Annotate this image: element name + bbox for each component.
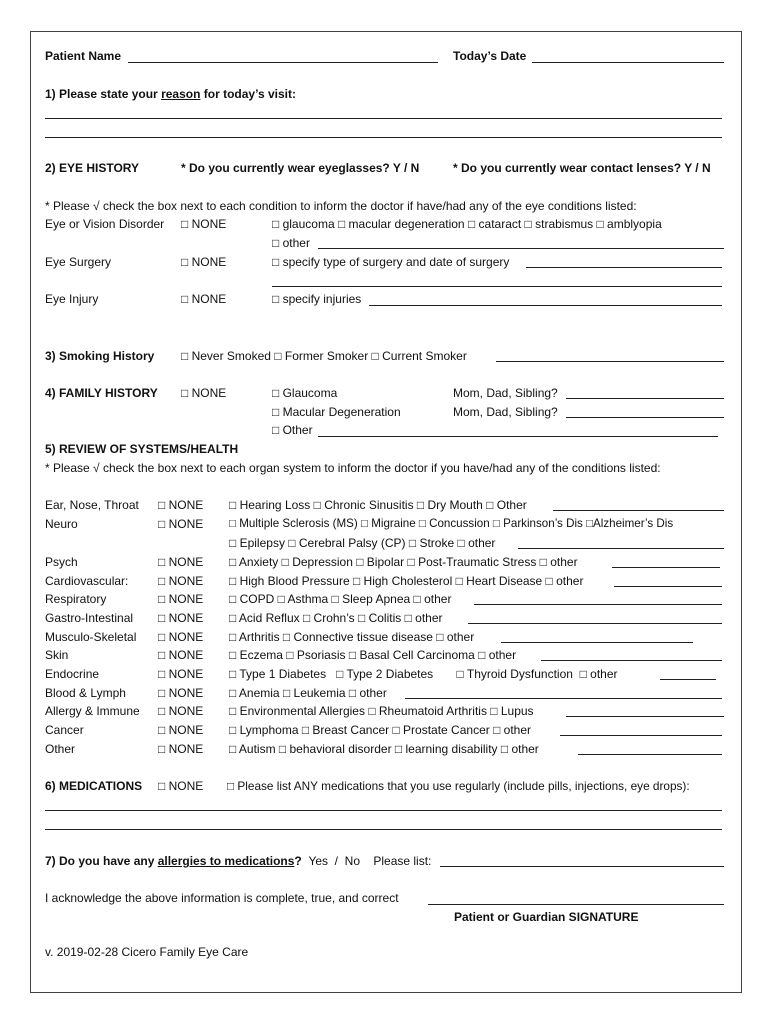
ros-musculo-other-field[interactable] — [501, 642, 693, 643]
eye-history-instruction: * Please √ check the box next to each condition to inform the doctor if have/had any of the eye conditions listed: — [45, 199, 637, 213]
eye-surgery-specify-checkbox[interactable]: □ specify type of surgery and date of surgery — [272, 255, 510, 269]
ros-label-musculo: Musculo-Skeletal — [45, 630, 137, 644]
ros-none-skin[interactable]: □ NONE — [158, 648, 204, 662]
eye-disorder-none-checkbox[interactable]: □ NONE — [181, 217, 227, 231]
ros-conditions-cancer[interactable]: □ Lymphoma □ Breast Cancer □ Prostate Cancer □ other — [229, 723, 532, 737]
allergies-list-field[interactable] — [440, 866, 724, 867]
ros-conditions-ent[interactable]: □ Hearing Loss □ Chronic Sinusitis □ Dry Mouth □ Other — [229, 498, 527, 512]
ros-cancer-other-field[interactable] — [560, 735, 722, 736]
eye-disorder-options[interactable]: □ glaucoma □ macular degeneration □ cataract □ strabismus □ amblyopia — [272, 217, 662, 231]
ros-conditions-gi[interactable]: □ Acid Reflux □ Crohn’s □ Colitis □ other — [229, 611, 443, 625]
ros-label-skin: Skin — [45, 648, 69, 662]
medications-instruction[interactable]: □ Please list ANY medications that you use regularly (include pills, injections, eye drops): — [227, 779, 690, 793]
patient-name-field[interactable] — [128, 62, 438, 63]
medications-title: 6) MEDICATIONS — [45, 779, 143, 793]
family-other-checkbox[interactable]: □ Other — [272, 423, 313, 437]
family-glaucoma-checkbox[interactable]: □ Glaucoma — [272, 386, 338, 400]
ros-conditions-blood[interactable]: □ Anemia □ Leukemia □ other — [229, 686, 387, 700]
medications-line-1[interactable] — [45, 810, 722, 811]
family-macular-relation: Mom, Dad, Sibling? — [453, 405, 558, 419]
allergies-prefix: 7) Do you have any — [45, 854, 158, 868]
allergies-emphasis: allergies to medications — [157, 854, 295, 868]
smoking-options[interactable]: □ Never Smoked □ Former Smoker □ Current Smoker — [181, 349, 467, 363]
signature-label: Patient or Guardian SIGNATURE — [454, 910, 639, 924]
ros-conditions-neuro-2[interactable]: □ Epilepsy □ Cerebral Palsy (CP) □ Stroke □ other — [229, 536, 496, 550]
eye-surgery-field[interactable] — [526, 267, 722, 268]
ros-label-endocrine: Endocrine — [45, 667, 100, 681]
eye-injury-specify-checkbox[interactable]: □ specify injuries — [272, 292, 362, 306]
allergies-options[interactable]: Yes / No Please list: — [308, 854, 432, 868]
ros-label-other: Other — [45, 742, 76, 756]
ros-conditions-neuro[interactable]: □ Multiple Sclerosis (MS) □ Migraine □ Concussion □ Parkinson’s Dis □Alzheimer’s Dis — [229, 517, 674, 530]
eye-disorder-label: Eye or Vision Disorder — [45, 217, 165, 231]
medications-none-checkbox[interactable]: □ NONE — [158, 779, 204, 793]
ros-label-blood: Blood & Lymph — [45, 686, 126, 700]
eye-surgery-field-2[interactable] — [272, 286, 722, 287]
ros-ent-other-field[interactable] — [553, 510, 724, 511]
ros-label-psych: Psych — [45, 555, 78, 569]
eye-injury-none-checkbox[interactable]: □ NONE — [181, 292, 227, 306]
form-border — [30, 31, 742, 993]
ros-none-cancer[interactable]: □ NONE — [158, 723, 204, 737]
ros-conditions-cardio[interactable]: □ High Blood Pressure □ High Cholesterol □ Heart Disease □ other — [229, 574, 584, 588]
ros-endocrine-other-field[interactable] — [660, 679, 716, 680]
ros-none-allergy[interactable]: □ NONE — [158, 704, 204, 718]
ros-label-cancer: Cancer — [45, 723, 84, 737]
ros-neuro-other-field[interactable] — [518, 548, 724, 549]
reason-emphasis: reason — [161, 87, 201, 101]
ros-other-other-field[interactable] — [578, 754, 722, 755]
ros-none-cardio[interactable]: □ NONE — [158, 574, 204, 588]
family-macular-checkbox[interactable]: □ Macular Degeneration — [272, 405, 401, 419]
acknowledgement-text: I acknowledge the above information is complete, true, and correct — [45, 891, 399, 905]
family-macular-field[interactable] — [566, 417, 724, 418]
smoking-history-title: 3) Smoking History — [45, 349, 155, 363]
eye-injury-label: Eye Injury — [45, 292, 99, 306]
reason-prefix: 1) Please state your — [45, 87, 162, 101]
ros-none-blood[interactable]: □ NONE — [158, 686, 204, 700]
ros-label-cardio: Cardiovascular: — [45, 574, 129, 588]
ros-none-neuro[interactable]: □ NONE — [158, 517, 204, 531]
ros-label-gi: Gastro-Intestinal — [45, 611, 134, 625]
ros-conditions-musculo[interactable]: □ Arthritis □ Connective tissue disease □ other — [229, 630, 475, 644]
todays-date-field[interactable] — [532, 62, 724, 63]
eyeglasses-question[interactable]: * Do you currently wear eyeglasses? Y / N — [181, 161, 420, 175]
contact-lenses-question[interactable]: * Do you currently wear contact lenses? Y / N — [453, 161, 711, 175]
ros-conditions-endocrine[interactable]: □ Type 1 Diabetes □ Type 2 Diabetes □ Thyroid Dysfunction □ other — [229, 667, 618, 681]
eye-injury-field[interactable] — [369, 305, 722, 306]
family-other-field[interactable] — [318, 436, 718, 437]
ros-none-musculo[interactable]: □ NONE — [158, 630, 204, 644]
ros-conditions-psych[interactable]: □ Anxiety □ Depression □ Bipolar □ Post-Traumatic Stress □ other — [229, 555, 578, 569]
ros-conditions-skin[interactable]: □ Eczema □ Psoriasis □ Basal Cell Carcinoma □ other — [229, 648, 517, 662]
ros-cardio-other-field[interactable] — [614, 586, 722, 587]
ros-label-neuro: Neuro — [45, 517, 78, 531]
review-of-systems-title: 5) REVIEW OF SYSTEMS/HEALTH — [45, 442, 239, 456]
ros-gi-other-field[interactable] — [468, 623, 722, 624]
medications-line-2[interactable] — [45, 829, 722, 830]
family-glaucoma-relation: Mom, Dad, Sibling? — [453, 386, 558, 400]
current-smoker-field[interactable] — [496, 361, 724, 362]
allergies-suffix: ? — [294, 854, 302, 868]
family-history-none-checkbox[interactable]: □ NONE — [181, 386, 227, 400]
ros-skin-other-field[interactable] — [541, 660, 722, 661]
ros-respiratory-other-field[interactable] — [474, 604, 722, 605]
ros-conditions-other[interactable]: □ Autism □ behavioral disorder □ learning disability □ other — [229, 742, 539, 756]
allergies-question — [45, 854, 431, 868]
ros-label-respiratory: Respiratory — [45, 592, 107, 606]
ros-none-other[interactable]: □ NONE — [158, 742, 204, 756]
ros-blood-other-field[interactable] — [405, 698, 722, 699]
ros-none-respiratory[interactable]: □ NONE — [158, 592, 204, 606]
todays-date-label: Today’s Date — [453, 49, 527, 63]
signature-field[interactable] — [428, 904, 724, 905]
family-glaucoma-field[interactable] — [566, 398, 724, 399]
ros-none-gi[interactable]: □ NONE — [158, 611, 204, 625]
patient-name-label: Patient Name — [45, 49, 122, 63]
reason-line-1[interactable] — [45, 118, 722, 119]
ros-allergy-other-field[interactable] — [566, 716, 724, 717]
form-version: v. 2019-02-28 Cicero Family Eye Care — [45, 945, 249, 959]
eye-history-title: 2) EYE HISTORY — [45, 161, 140, 175]
ros-label-allergy: Allergy & Immune — [45, 704, 140, 718]
ros-psych-other-field[interactable] — [612, 567, 720, 568]
reason-suffix: for today’s visit: — [200, 87, 296, 101]
eye-surgery-label: Eye Surgery — [45, 255, 112, 269]
reason-question — [45, 87, 296, 101]
review-of-systems-instruction: * Please √ check the box next to each organ system to inform the doctor if you have/had any of the conditions listed: — [45, 461, 661, 475]
family-history-title: 4) FAMILY HISTORY — [45, 386, 158, 400]
ros-conditions-allergy[interactable]: □ Environmental Allergies □ Rheumatoid Arthritis □ Lupus — [229, 704, 534, 718]
reason-line-2[interactable] — [45, 137, 722, 138]
ros-none-ent[interactable]: □ NONE — [158, 498, 204, 512]
ros-none-psych[interactable]: □ NONE — [158, 555, 204, 569]
eye-surgery-none-checkbox[interactable]: □ NONE — [181, 255, 227, 269]
eye-disorder-other-checkbox[interactable]: □ other — [272, 236, 310, 250]
ros-conditions-respiratory[interactable]: □ COPD □ Asthma □ Sleep Apnea □ other — [229, 592, 452, 606]
ros-none-endocrine[interactable]: □ NONE — [158, 667, 204, 681]
ros-label-ent: Ear, Nose, Throat — [45, 498, 139, 512]
eye-disorder-other-field[interactable] — [318, 248, 724, 249]
